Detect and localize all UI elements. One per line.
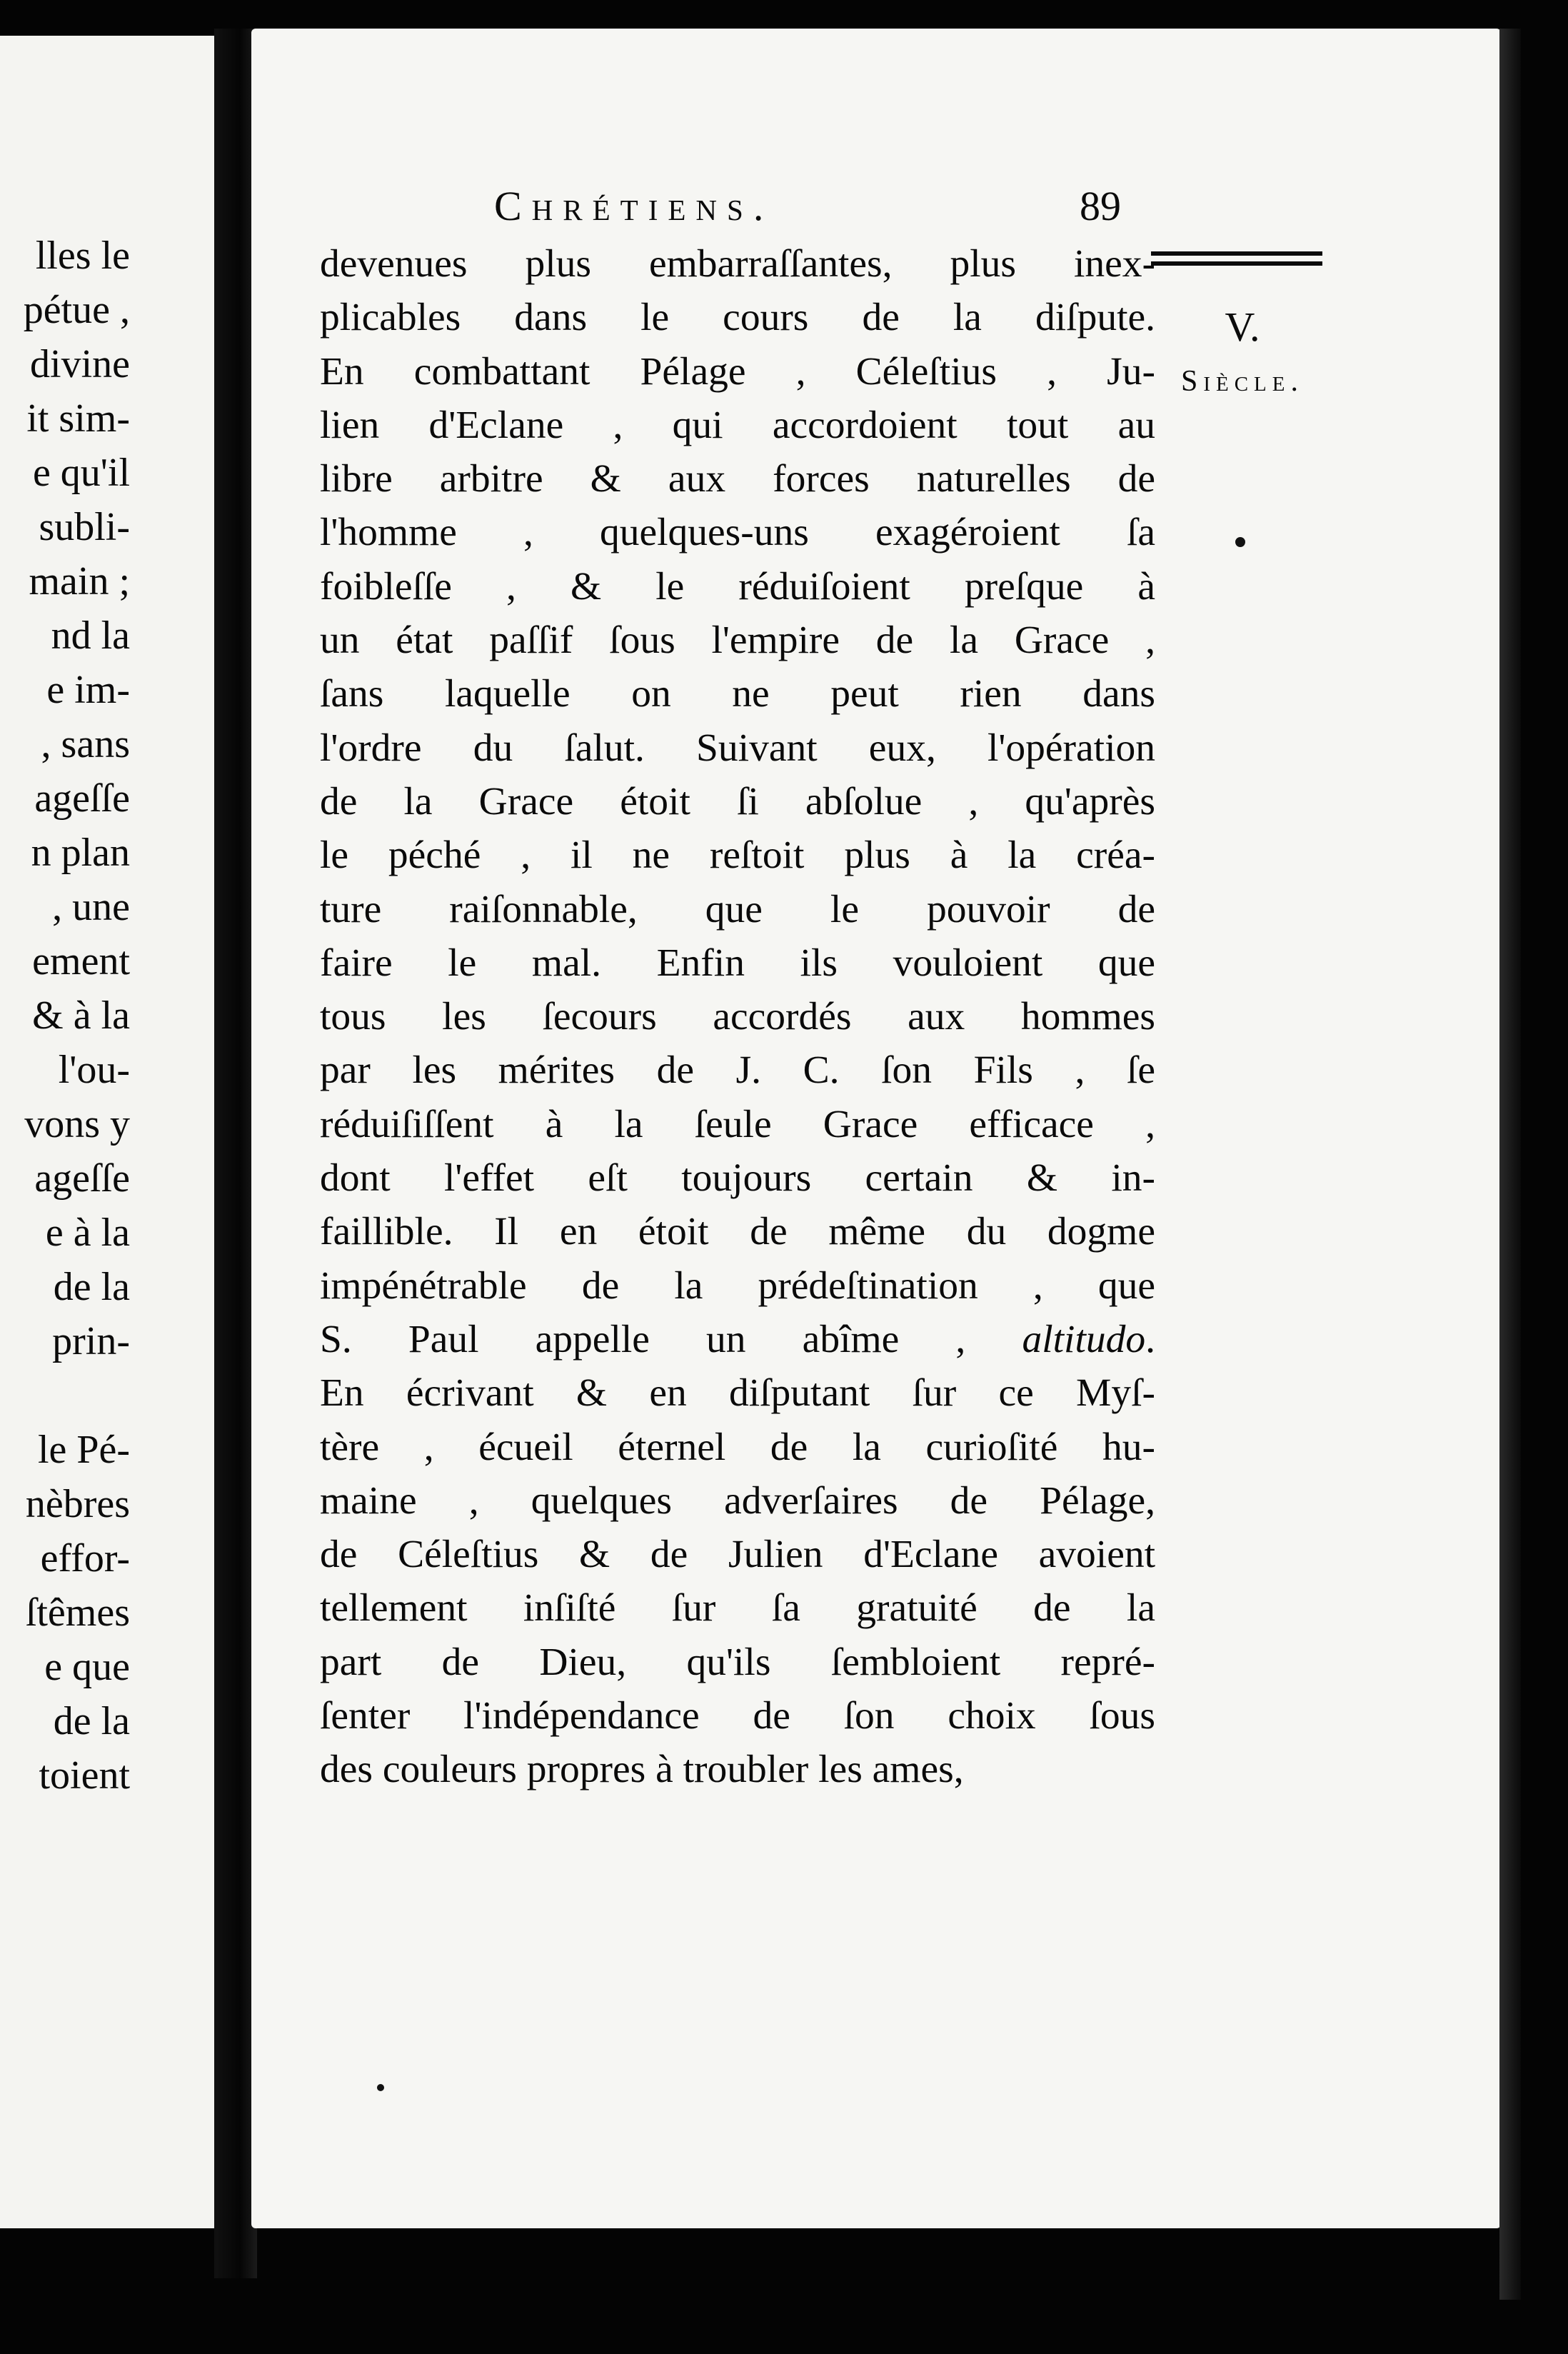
body-line: faire le mal. Enfin ils vouloient que: [320, 941, 1155, 985]
body-line: l'ordre du ſalut. Suivant eux, l'opération: [320, 726, 1155, 770]
left-page-line: lles le: [35, 234, 130, 278]
century-number: V.: [1225, 304, 1260, 350]
left-page-line: l'ou-: [58, 1048, 130, 1092]
left-page-line: main ;: [29, 559, 130, 603]
body-line: plicables dans le cours de la diſpute.: [320, 296, 1155, 340]
left-page-line: de la: [53, 1265, 130, 1309]
margin-double-rule: [1151, 251, 1322, 266]
book-gutter: [214, 29, 257, 2278]
body-line: de la Grace étoit ſi abſolue , qu'après: [320, 779, 1155, 823]
body-line: libre arbitre & aux forces naturelles de: [320, 457, 1155, 501]
left-page-line: subli-: [39, 505, 130, 549]
body-line: ſenter l'indépendance de ſon choix ſous: [320, 1694, 1155, 1738]
left-page-line: ſtêmes: [25, 1591, 130, 1635]
body-line: S. Paul appelle un abîme , altitudo.: [320, 1317, 1155, 1361]
body-line: foibleſſe , & le réduiſoient preſque à: [320, 564, 1155, 608]
running-head: Chrétiens.: [494, 183, 774, 229]
ink-speck: [1235, 537, 1245, 547]
body-line: maine , quelques adverſaires de Pélage,: [320, 1478, 1155, 1523]
body-line: devenues plus embarraſſantes, plus inex-: [320, 242, 1155, 286]
left-page-line: divine: [30, 342, 130, 386]
body-line: réduiſiſſent à la ſeule Grace efficace ,: [320, 1102, 1155, 1146]
left-page: [0, 36, 220, 2228]
left-page-text: [24, 229, 130, 1803]
body-line: tellement inſiſté ſur ſa gratuité de la: [320, 1586, 1155, 1631]
left-page-line: n plan: [31, 831, 130, 875]
left-page-line: ageſſe: [34, 1156, 130, 1201]
latin-word: altitudo: [1022, 1317, 1146, 1361]
left-page-line: & à la: [32, 993, 130, 1038]
margin-note: [1142, 300, 1342, 409]
body-line: des couleurs propres à troubler les ames,: [320, 1748, 964, 1792]
left-page-line: ageſſe: [34, 776, 130, 821]
left-page-line: effor-: [40, 1536, 130, 1581]
left-page-line: ement: [32, 939, 130, 983]
left-page-line: , une: [52, 885, 130, 929]
left-page-line: vons y: [24, 1102, 130, 1146]
left-page-line: toient: [39, 1753, 130, 1798]
ink-speck: [377, 2084, 384, 2091]
body-line: En combattant Pélage , Céleſtius , Ju-: [320, 349, 1155, 394]
body-line: dont l'effet eſt toujours certain & in-: [320, 1156, 1155, 1201]
body-line: part de Dieu, qu'ils ſembloient repré-: [320, 1640, 1155, 1684]
left-page-line: e que: [44, 1645, 130, 1689]
left-page-line: prin-: [52, 1319, 130, 1363]
body-line: ture raiſonnable, que le pouvoir de: [320, 887, 1155, 931]
body-line: un état paſſif ſous l'empire de la Grace ,: [320, 618, 1155, 663]
left-page-line: nd la: [51, 613, 130, 658]
body-line: le péché , il ne reſtoit plus à la créa-: [320, 833, 1155, 878]
left-page-line: e qu'il: [32, 451, 130, 495]
left-page-line: de la: [53, 1699, 130, 1743]
page-number: 89: [1080, 183, 1121, 229]
left-page-line: e à la: [45, 1211, 130, 1255]
body-text: [320, 237, 1155, 1797]
body-line: impénétrable de la prédeſtination , que: [320, 1263, 1155, 1308]
body-line: tère , écueil éternel de la curioſité hu-: [320, 1425, 1155, 1469]
left-page-line: it sim-: [26, 396, 130, 441]
left-page-line: pétue ,: [23, 288, 130, 332]
page-edge: [1499, 29, 1521, 2300]
body-line: tous les ſecours accordés aux hommes: [320, 995, 1155, 1039]
century-label: Siècle.: [1180, 365, 1304, 398]
body-line: l'homme , quelques-uns exagéroient ſa: [320, 511, 1155, 555]
body-line: de Céleſtius & de Julien d'Eclane avoient: [320, 1533, 1155, 1577]
left-page-line: nèbres: [25, 1482, 130, 1526]
right-page: [251, 29, 1501, 2228]
body-line: En écrivant & en diſputant ſur ce Myſ-: [320, 1371, 1155, 1416]
body-line: faillible. Il en étoit de même du dogme: [320, 1210, 1155, 1254]
body-line: lien d'Eclane , qui accordoient tout au: [320, 403, 1155, 447]
left-page-line: , sans: [41, 722, 130, 766]
body-line: ſans laquelle on ne peut rien dans: [320, 672, 1155, 716]
left-page-blank-line: [24, 1368, 130, 1423]
left-page-line: le Pé-: [37, 1428, 130, 1472]
left-page-line: e im-: [46, 668, 130, 712]
body-line: par les mérites de J. C. ſon Fils , ſe: [320, 1048, 1155, 1093]
